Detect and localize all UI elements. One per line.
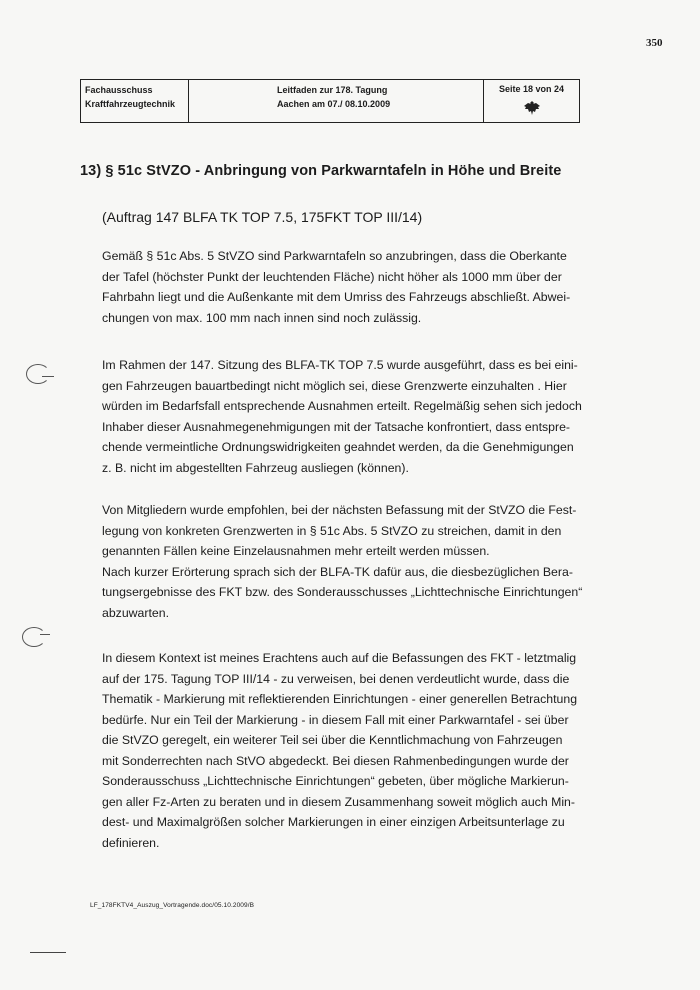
- header-meeting-cell: [189, 80, 484, 122]
- paragraph-line: auf der 175. Tagung TOP III/14 - zu verweisen, bei denen verdeutlicht wurde, dass die: [102, 671, 570, 686]
- paragraph-line: chende vermeintliche Ordnungswidrigkeiten geahndet werden, da die Genehmigungen: [102, 440, 574, 454]
- section-subtitle: (Auftrag 147 BLFA TK TOP 7.5, 175FKT TOP III/14): [102, 209, 423, 225]
- header-committee-cell: [81, 80, 189, 122]
- paragraph-line: In diesem Kontext ist meines Erachtens auch auf die Befassungen des FKT - letztmalig: [102, 651, 577, 665]
- paragraph-line: die StVZO geregelt, ein weiterer Teil sei über die Kenntlichmachung von Fahrzeugen: [102, 733, 563, 747]
- paragraph-line: genannten Fällen keine Einzelausnahmen mehr erteilt werden müssen.: [102, 544, 490, 558]
- paragraph-line: mit Sonderrechten nach StVO abgedeckt. Bei diesen Rahmenbedingungen wurde der: [102, 753, 569, 768]
- paragraph-line: bedürfe. Nur ein Teil der Markierung - in diesem Fall mit einer Parkwarntafel - sei über: [102, 712, 569, 727]
- paragraph-line: z. B. nicht im abgestellten Fahrzeug ausliegen (können).: [102, 460, 409, 475]
- punch-hole-mark: [42, 376, 54, 377]
- paragraph-3: [102, 500, 582, 623]
- paragraph-line: Gemäß § 51c Abs. 5 StVZO sind Parkwarntafeln so anzubringen, dass die Oberkante: [102, 249, 567, 263]
- footer-file-reference: LF_178FKTV4_Auszug_Vortragende.doc/05.10.2009/B: [90, 902, 255, 909]
- paragraph-line: tungsergebnisse des FKT bzw. des Sonderausschusses „Lichttechnische Einrichtungen“: [102, 585, 583, 599]
- paragraph-line: definieren.: [102, 835, 160, 850]
- header-page-indicator: Seite 18 von 24: [498, 84, 565, 94]
- paragraph-2: [102, 355, 582, 478]
- paragraph-line: gen aller Fz-Arten zu beraten und in diesem Zusammenhang soweit möglich auch Min-: [102, 794, 575, 809]
- header-meeting-line-1: Leitfaden zur 178. Tagung: [277, 85, 388, 95]
- header-meeting-line-2: Aachen am 07./ 08.10.2009: [277, 99, 391, 109]
- paragraph-line: Thematik - Markierung mit reflektierenden Einrichtungen - einer generellen Betrachtung: [102, 692, 578, 706]
- paragraph-line: chungen von max. 100 mm nach innen sind noch zulässig.: [102, 310, 422, 325]
- header-committee-line-1: Fachausschuss: [85, 85, 153, 95]
- paragraph-line: abzuwarten.: [102, 605, 169, 620]
- scan-margin-mark: [30, 952, 66, 953]
- paragraph-line: Fahrbahn liegt und die Außenkante mit dem Umriss des Fahrzeugs abschließt. Abwei-: [102, 290, 571, 304]
- header-page-cell: [484, 80, 579, 122]
- paragraph-line: Im Rahmen der 147. Sitzung des BLFA-TK TOP 7.5 wurde ausgeführt, dass es bei eini-: [102, 358, 578, 372]
- paragraph-line: würden im Bedarfsfall entsprechende Ausnahmen erteilt. Regelmäßig sehen sich jedoch: [102, 399, 582, 413]
- punch-hole-mark: [22, 627, 46, 647]
- federal-eagle-icon: [523, 100, 541, 116]
- paragraph-line: Inhaber dieser Ausnahmegenehmigungen mit der Tatsache konfrontiert, dass entspre-: [102, 419, 571, 434]
- punch-hole-mark: [26, 364, 50, 384]
- punch-hole-mark: [40, 634, 50, 635]
- section-heading: 13) § 51c StVZO - Anbringung von Parkwarntafeln in Höhe und Breite: [80, 163, 562, 179]
- paragraph-line: dest- und Maximalgrößen solcher Markierungen in einer einzigen Arbeitsunterlage zu: [102, 815, 565, 829]
- paragraph-line: gen Fahrzeugen bauartbedingt nicht möglich sei, diese Grenzwerte einzuhalten . Hier: [102, 378, 567, 393]
- paragraph-1: [102, 246, 582, 328]
- paragraph-line: legung von konkreten Grenzwerten in § 51c Abs. 5 StVZO zu streichen, damit in den: [102, 523, 562, 538]
- paragraph-line: der Tafel (höchster Punkt der leuchtenden Fläche) nicht höher als 1000 mm über der: [102, 269, 562, 284]
- paragraph-line: Nach kurzer Erörterung sprach sich der BLFA-TK dafür aus, die diesbezüglichen Bera-: [102, 564, 573, 579]
- page-number: 350: [646, 37, 663, 49]
- paragraph-line: Von Mitgliedern wurde empfohlen, bei der nächsten Befassung mit der StVZO die Fest-: [102, 503, 577, 517]
- document-header-table: [80, 79, 580, 123]
- paragraph-4: [102, 648, 582, 853]
- paragraph-line: Sonderausschuss „Lichttechnische Einrichtungen“ gebeten, über mögliche Markierun-: [102, 774, 569, 788]
- header-committee-line-2: Kraftfahrzeugtechnik: [85, 99, 176, 109]
